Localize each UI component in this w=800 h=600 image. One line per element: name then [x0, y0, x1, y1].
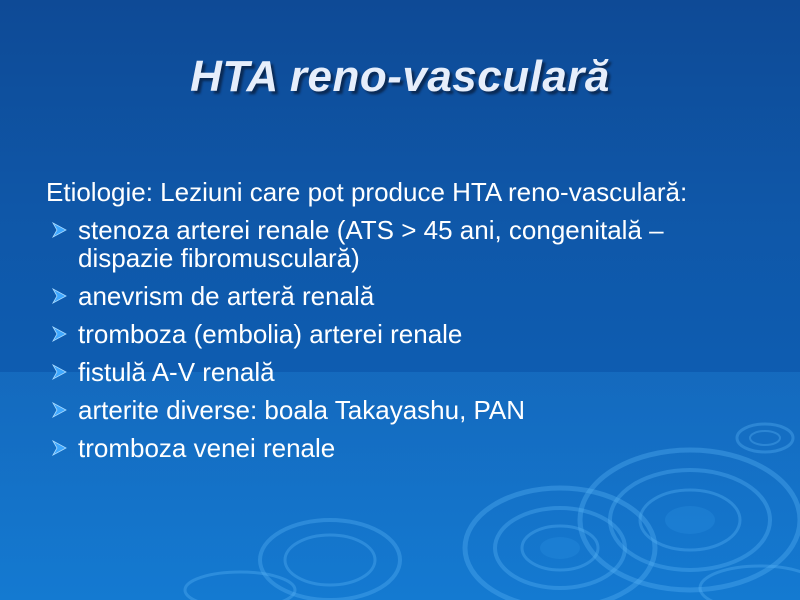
bullet-text: tromboza venei renale — [78, 433, 336, 463]
bullet-text: tromboza (embolia) arterei renale — [78, 319, 463, 349]
bullet-text: anevrism de arteră renală — [78, 281, 375, 311]
arrow-right-icon — [50, 287, 68, 305]
arrow-right-icon — [50, 221, 68, 239]
arrow-right-icon — [50, 439, 68, 457]
bullet-text: stenoza arterei renale (ATS > 45 ani, congenitală – dispazie fibromusculară) — [78, 215, 664, 273]
bullet-item — [46, 396, 746, 424]
arrow-right-icon — [50, 401, 68, 419]
bullet-text: fistulă A-V renală — [78, 357, 275, 387]
slide-title: HTA reno-vasculară — [190, 52, 610, 101]
bullet-item — [46, 282, 746, 310]
bullet-text: arterite diverse: boala Takayashu, PAN — [78, 395, 526, 425]
intro-text: Etiologie: Leziuni care pot produce HTA reno-vasculară: — [46, 177, 688, 207]
bullet-item — [46, 216, 746, 272]
bullet-item — [46, 358, 746, 386]
slide-content — [46, 178, 746, 472]
bullet-item — [46, 434, 746, 462]
bullet-item — [46, 320, 746, 348]
arrow-right-icon — [50, 363, 68, 381]
arrow-right-icon — [50, 325, 68, 343]
bullet-list — [46, 216, 746, 462]
